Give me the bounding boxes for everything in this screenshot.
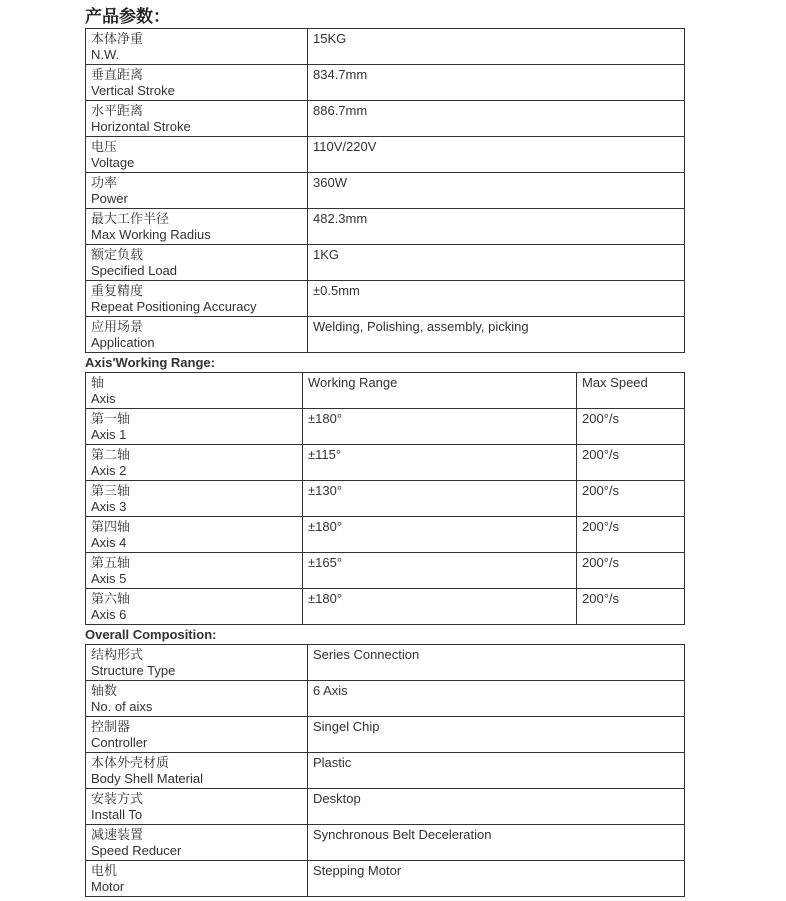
axis-label (86, 517, 303, 553)
param-value-text: 1KG (313, 247, 340, 262)
axis-speed-text: 200°/s (582, 555, 620, 570)
composition-label-text: Controller (91, 735, 148, 750)
axis-range (303, 481, 577, 517)
composition-label (86, 717, 308, 753)
axis-label-text: 第四轴 (91, 519, 131, 534)
axis-speed-text: 200°/s (582, 411, 620, 426)
param-value (308, 65, 685, 101)
axis-speed (577, 553, 685, 589)
axis-range-heading: Axis'Working Range: (85, 355, 215, 370)
composition-value-text: Series Connection (313, 647, 420, 662)
param-label-text: Application (91, 335, 155, 350)
table-row (86, 173, 685, 209)
param-value (308, 245, 685, 281)
table-row (86, 717, 685, 753)
param-value (308, 29, 685, 65)
axis-label-text: Axis 3 (91, 499, 127, 514)
axis-range (303, 373, 577, 409)
axis-range-text: ±115° (308, 447, 342, 462)
axis-range-text: ±180° (308, 519, 343, 534)
composition-label-text: 安装方式 (91, 791, 144, 806)
param-label (86, 29, 308, 65)
param-label (86, 245, 308, 281)
axis-label-text: 第六轴 (91, 591, 131, 606)
param-label-text: Power (91, 191, 128, 206)
param-label (86, 173, 308, 209)
axis-range-text: Working Range (308, 375, 398, 390)
axis-range-text: ±130° (308, 483, 343, 498)
param-value-text: 886.7mm (313, 103, 368, 118)
axis-label-text: Axis (91, 391, 116, 406)
param-value-text: 834.7mm (313, 67, 368, 82)
composition-label-text: Structure Type (91, 663, 176, 678)
composition-value-text: Synchronous Belt Deceleration (313, 827, 492, 842)
param-value (308, 317, 685, 353)
composition-label (86, 645, 308, 681)
param-label-text: Vertical Stroke (91, 83, 175, 98)
param-label-text: 本体净重 (91, 31, 144, 46)
composition-value-text: Stepping Motor (313, 863, 402, 878)
composition-value-text: Singel Chip (313, 719, 380, 734)
param-value-text: 482.3mm (313, 211, 368, 226)
composition-label-text: Speed Reducer (91, 843, 182, 858)
table-row (86, 825, 685, 861)
product-params-table (85, 28, 685, 353)
axis-range (303, 409, 577, 445)
param-label (86, 65, 308, 101)
composition-heading: Overall Composition: (85, 627, 217, 642)
composition-table (85, 644, 685, 897)
composition-label-text: Body Shell Material (91, 771, 203, 786)
param-label (86, 317, 308, 353)
table-row (86, 753, 685, 789)
param-label-text: Specified Load (91, 263, 178, 278)
composition-value (308, 825, 685, 861)
axis-range-text: ±180° (308, 411, 343, 426)
param-label (86, 101, 308, 137)
composition-value (308, 681, 685, 717)
axis-speed-text: 200°/s (582, 483, 620, 498)
axis-label (86, 409, 303, 445)
table-row (86, 445, 685, 481)
composition-label-text: 减速装置 (91, 827, 144, 842)
table-row (86, 553, 685, 589)
param-label-text: 水平距离 (91, 103, 144, 118)
param-value (308, 137, 685, 173)
axis-label-text: 第五轴 (91, 555, 131, 570)
param-value-text: 15KG (313, 31, 347, 46)
table-row (86, 209, 685, 245)
param-label-text: Max Working Radius (91, 227, 211, 242)
composition-value (308, 861, 685, 897)
composition-label-text: 结构形式 (91, 647, 144, 662)
axis-range (303, 553, 577, 589)
axis-label (86, 373, 303, 409)
axis-label-text: Axis 1 (91, 427, 127, 442)
axis-speed (577, 589, 685, 625)
param-value-text: 360W (313, 175, 347, 190)
param-label (86, 137, 308, 173)
composition-value (308, 753, 685, 789)
table-row (86, 861, 685, 897)
table-row (86, 645, 685, 681)
page-title: 产品参数： (85, 7, 170, 26)
table-row (86, 481, 685, 517)
axis-label (86, 481, 303, 517)
param-value (308, 281, 685, 317)
composition-value-text: Desktop (313, 791, 361, 806)
spec-sheet (85, 0, 685, 897)
axis-speed-text: Max Speed (582, 375, 648, 390)
composition-value (308, 789, 685, 825)
axis-range-text: ±165° (308, 555, 343, 570)
table-row (86, 245, 685, 281)
table-row (86, 589, 685, 625)
param-label-text: Repeat Positioning Accuracy (91, 299, 257, 314)
table-row (86, 137, 685, 173)
composition-label-text: Install To (91, 807, 143, 822)
axis-label-text: 第一轴 (91, 411, 131, 426)
composition-label-text: 本体外壳材质 (91, 755, 170, 770)
axis-label (86, 445, 303, 481)
composition-label (86, 825, 308, 861)
composition-label-text: 电机 (91, 863, 118, 878)
axis-speed (577, 409, 685, 445)
composition-value (308, 645, 685, 681)
param-value (308, 101, 685, 137)
composition-label (86, 753, 308, 789)
param-value-text: Welding, Polishing, assembly, picking (313, 319, 529, 334)
table-row (86, 681, 685, 717)
composition-label (86, 861, 308, 897)
param-label-text: 额定负载 (91, 247, 144, 262)
composition-label (86, 789, 308, 825)
axis-range (303, 517, 577, 553)
axis-label-text: 第二轴 (91, 447, 131, 462)
param-label (86, 281, 308, 317)
table-row (86, 65, 685, 101)
axis-speed-text: 200°/s (582, 447, 620, 462)
param-value (308, 173, 685, 209)
table-row (86, 281, 685, 317)
axis-label-text: Axis 2 (91, 463, 127, 478)
axis-label (86, 553, 303, 589)
table-row (86, 101, 685, 137)
axis-speed (577, 481, 685, 517)
composition-label-text: No. of aixs (91, 699, 153, 714)
axis-speed (577, 517, 685, 553)
axis-speed-text: 200°/s (582, 519, 620, 534)
composition-value-text: Plastic (313, 755, 352, 770)
table-row (86, 317, 685, 353)
axis-label-text: 轴 (91, 375, 105, 390)
param-label-text: Voltage (91, 155, 135, 170)
axis-label-text: Axis 5 (91, 571, 127, 586)
composition-value (308, 717, 685, 753)
axis-range-text: ±180° (308, 591, 343, 606)
composition-label (86, 681, 308, 717)
param-value (308, 209, 685, 245)
param-label-text: 应用场景 (91, 319, 144, 334)
param-label-text: 最大工作半径 (91, 211, 170, 226)
param-label (86, 209, 308, 245)
table-row (86, 517, 685, 553)
axis-label-text: Axis 4 (91, 535, 127, 550)
axis-speed (577, 445, 685, 481)
table-row (86, 373, 685, 409)
axis-speed-text: 200°/s (582, 591, 620, 606)
composition-label-text: 控制器 (91, 719, 131, 734)
param-label-text: 垂直距离 (91, 67, 144, 82)
composition-value-text: 6 Axis (313, 683, 348, 698)
param-value-text: ±0.5mm (313, 283, 360, 298)
table-row (86, 29, 685, 65)
param-label-text: 重复精度 (91, 283, 144, 298)
table-row (86, 409, 685, 445)
composition-label-text: 轴数 (91, 683, 118, 698)
axis-range (303, 445, 577, 481)
param-label-text: N.W. (91, 47, 120, 62)
axis-speed (577, 373, 685, 409)
axis-range (303, 589, 577, 625)
axis-label-text: Axis 6 (91, 607, 127, 622)
axis-range-table (85, 372, 685, 625)
param-label-text: 电压 (91, 139, 118, 154)
param-label-text: Horizontal Stroke (91, 119, 191, 134)
table-row (86, 789, 685, 825)
axis-label-text: 第三轴 (91, 483, 131, 498)
param-label-text: 功率 (91, 175, 118, 190)
param-value-text: 110V/220V (313, 139, 377, 154)
axis-label (86, 589, 303, 625)
composition-label-text: Motor (91, 879, 125, 894)
